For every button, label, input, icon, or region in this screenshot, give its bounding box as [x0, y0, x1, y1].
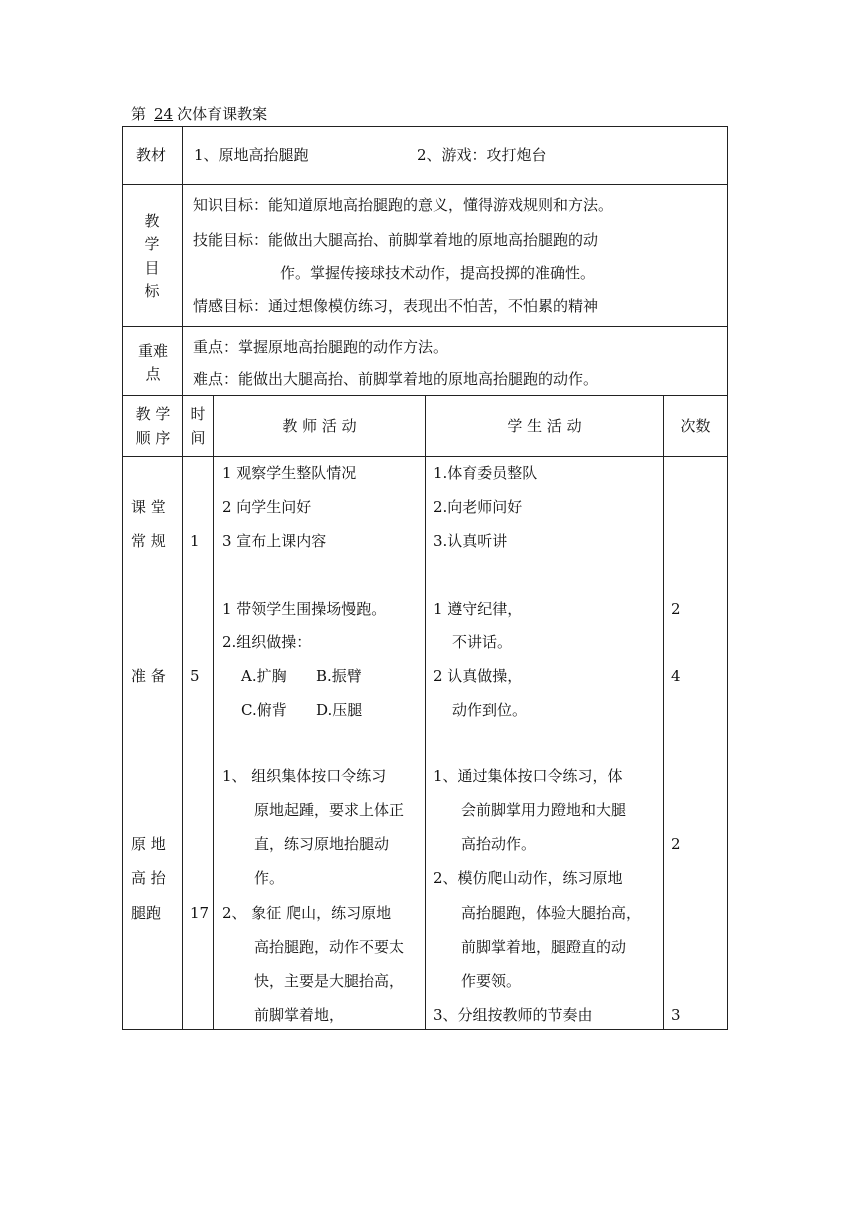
student-activity-line: 2.向老师问好 — [433, 498, 523, 516]
student-activity-line: 前脚掌着地，腿蹬直的动 — [461, 938, 627, 956]
table-line — [663, 395, 664, 1030]
heading-prefix: 第 — [131, 105, 147, 123]
knowledge-goal: 知识目标：能知道原地高抬腿跑的意义，懂得游戏规则和方法。 — [193, 196, 614, 214]
exercise-item: D.压腿 — [316, 701, 363, 719]
student-activity-line: 3、分组按教师的节奏由 — [433, 1006, 593, 1024]
heading-suffix: 次体育课教案 — [177, 105, 268, 123]
table-border-left — [122, 126, 123, 1030]
time-header-line-1: 时 — [190, 405, 206, 423]
student-activity-line: 3.认真听讲 — [433, 532, 508, 550]
goals-label-char: 标 — [144, 282, 160, 300]
count-value: 4 — [671, 667, 681, 685]
student-activity-line: 不讲话。 — [452, 633, 513, 651]
order-header-line-1: 教 学 — [135, 405, 171, 423]
key-points-label-line-1: 重难 — [137, 342, 168, 360]
main-label-line-3: 腿跑 — [131, 904, 162, 922]
teacher-activity-line: 2、 象征 爬山，练习原地 — [222, 904, 392, 922]
table-line — [122, 326, 728, 327]
difficult-point: 难点：能做出大腿高抬、前脚掌着地的原地高抬腿跑的动作。 — [193, 370, 599, 388]
count-value: 2 — [671, 600, 681, 618]
materials-label: 教材 — [136, 146, 167, 164]
student-activity-line: 1 遵守纪律， — [433, 600, 523, 618]
teacher-activity-line: 直，练习原地抬腿动 — [254, 835, 390, 853]
teacher-activity-line: 快，主要是大腿抬高， — [254, 972, 405, 990]
main-label-line-2: 高 抬 — [131, 869, 166, 887]
student-activity-line: 作要领。 — [461, 972, 522, 990]
table-border-right — [727, 126, 728, 1030]
teacher-activity-line: 原地起踵，要求上体正 — [254, 801, 405, 819]
student-activity-line: 会前脚掌用力蹬地和大腿 — [461, 801, 627, 819]
teacher-activity-line: 1 带领学生围操场慢跑。 — [222, 600, 387, 618]
teacher-activity-line: 3 宣布上课内容 — [222, 532, 327, 550]
student-activity-line: 2、模仿爬山动作，练习原地 — [433, 869, 623, 887]
student-activity-line: 2 认真做操， — [433, 667, 523, 685]
skill-goal-line-2: 作。掌握传接球技术动作，提高投掷的准确性。 — [280, 264, 596, 282]
prep-label: 准 备 — [131, 667, 166, 685]
routine-label-line-2: 常 规 — [131, 532, 166, 550]
teacher-activity-line: 高抬腿跑，动作不要太 — [254, 938, 405, 956]
exercise-item: A.扩胸 — [241, 667, 287, 685]
order-header-line-2: 顺 序 — [135, 429, 171, 447]
table-line — [122, 184, 728, 185]
materials-item-1: 1、原地高抬腿跑 — [194, 146, 309, 164]
student-activity-line: 1.体育委员整队 — [433, 464, 538, 482]
table-line — [425, 395, 426, 1030]
routine-time: 1 — [190, 532, 200, 550]
goals-label-char: 目 — [144, 259, 160, 277]
student-activity-line: 动作到位。 — [452, 701, 528, 719]
main-time: 17 — [190, 904, 210, 922]
teacher-activity-line: 2.组织做操： — [222, 633, 312, 651]
teacher-activity-line: 2 向学生问好 — [222, 498, 312, 516]
count-value: 3 — [671, 1006, 681, 1024]
goals-label-char: 学 — [144, 235, 160, 253]
student-activity-line: 高抬动作。 — [461, 835, 537, 853]
key-points-label-line-2: 点 — [145, 365, 161, 383]
teacher-activity-line: 作。 — [254, 869, 285, 887]
time-header-line-2: 间 — [190, 429, 206, 447]
count-value: 2 — [671, 835, 681, 853]
teacher-activity-line: 前脚掌着地， — [254, 1006, 345, 1024]
goals-label-char: 教 — [144, 212, 160, 230]
materials-item-2: 2、游戏：攻打炮台 — [417, 146, 547, 164]
teacher-activity-header: 教 师 活 动 — [282, 417, 357, 435]
student-activity-line: 1、通过集体按口令练习，体 — [433, 767, 623, 785]
lesson-number: 24 — [154, 105, 174, 123]
table-line — [182, 126, 183, 1030]
student-activity-line: 高抬腿跑，体验大腿抬高， — [461, 904, 642, 922]
student-activity-header: 学 生 活 动 — [507, 417, 582, 435]
table-border-top — [122, 126, 728, 127]
lesson-heading — [131, 104, 267, 124]
exercise-item: B.振臂 — [316, 667, 362, 685]
teacher-activity-line: 1、 组织集体按口令练习 — [222, 767, 387, 785]
emotion-goal: 情感目标：通过想像模仿练习，表现出不怕苦，不怕累的精神 — [193, 297, 599, 315]
main-label-line-1: 原 地 — [131, 835, 166, 853]
exercise-item: C.俯背 — [241, 701, 287, 719]
key-point: 重点：掌握原地高抬腿跑的动作方法。 — [193, 338, 449, 356]
skill-goal-line-1: 技能目标：能做出大腿高抬、前脚掌着地的原地高抬腿跑的动 — [193, 231, 599, 249]
count-header: 次数 — [680, 417, 711, 435]
table-line — [213, 395, 214, 1030]
teacher-activity-line: 1 观察学生整队情况 — [222, 464, 357, 482]
prep-time: 5 — [190, 667, 200, 685]
routine-label-line-1: 课 堂 — [131, 498, 166, 516]
